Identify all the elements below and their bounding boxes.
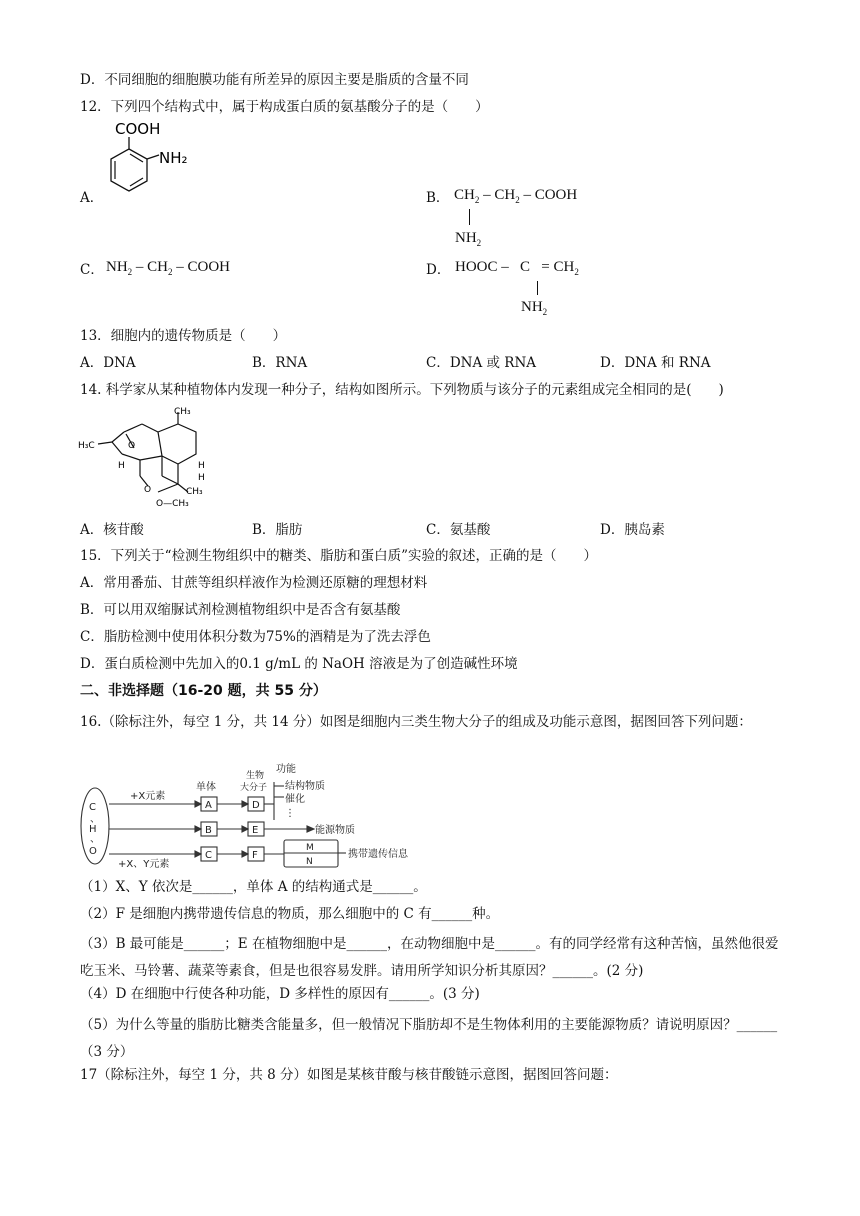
q12-structure-a	[95, 115, 205, 205]
q15-option-b: B．可以用双缩脲试剂检测植物组织中是否含有氨基酸	[80, 602, 401, 618]
q12-option-d-label: D．	[426, 262, 451, 278]
q16-col-macro-2: 大分子	[240, 783, 268, 793]
q12-option-b-formula: $CH_2 - CH_2$ – COOH	[454, 187, 578, 205]
q12-stem: 12．下列四个结构式中，属于构成蛋白质的氨基酸分子的是（ ）	[80, 99, 489, 115]
q16-stem: 16.（除标注外，每空 1 分，共 14 分）如图是细胞内三类生物大分子的组成及功能示意图，据图回答下列问题：	[80, 714, 752, 730]
q12-b-bond	[469, 209, 470, 225]
q14-option-d: D．胰岛素	[600, 522, 665, 538]
q16-sub5: （5）为什么等量的脂肪比糖类含能量多，但一般情况下脂肪却不是生物体利用的主要能源物质？请说明原因？______（3 分）	[80, 1017, 778, 1060]
q16-m: M	[306, 843, 314, 853]
q16-plus-x: +X元素	[130, 791, 166, 802]
q14-o-ring: O	[144, 485, 152, 495]
q11-option-d: D．不同细胞的细胞膜功能有所差异的原因主要是脂质的含量不同	[80, 72, 469, 88]
q16-col-macro-1: 生物	[246, 771, 265, 781]
q16-sub3: （3）B 最可能是______；E 在植物细胞中是______，在动物细胞中是______。有的同学经常有这种苦恼，虽然他很爱吃玉米、马铃薯、蔬菜等素食，但是也很容易发胖。请用所学知识分析其原因？______。(2 分)	[80, 936, 779, 979]
q16-func-genetic: 携带遗传信息	[348, 849, 408, 860]
q15-option-c: C．脂肪检测中使用体积分数为75%的酒精是为了洗去浮色	[80, 629, 431, 645]
q16-box-b: B	[205, 825, 212, 836]
q15-option-d: D．蛋白质检测中先加入的0.1 g/mL 的 NaOH 溶液是为了创造碱性环境	[80, 656, 518, 672]
q12-a-cooh: COOH	[115, 120, 161, 138]
q16-sub2: （2）F 是细胞内携带遗传信息的物质，那么细胞中的 C 有______种。	[80, 906, 500, 922]
q16-element-o: O	[89, 846, 97, 857]
q12-option-c-label: C．	[80, 262, 104, 278]
q13-option-b: B．RNA	[252, 355, 308, 371]
q16-func-catalysis: 催化	[285, 794, 305, 805]
q14-option-a: A．核苷酸	[80, 522, 144, 538]
q17-stem: 17（除标注外，每空 1 分，共 8 分）如图是某核苷酸与核苷酸链示意图，据图回答问题：	[80, 1067, 618, 1083]
q14-h-a: H	[118, 461, 125, 471]
q12-a-nh2: NH₂	[159, 149, 188, 167]
q13-option-d: D．DNA 和 RNA	[600, 355, 711, 371]
q12-option-a-label: A．	[80, 190, 104, 206]
q14-ch3-top: CH₃	[174, 407, 191, 417]
q16-col-function: 功能	[276, 764, 296, 775]
q16-sub1: （1）X、Y 依次是______，单体 A 的结构通式是______。	[80, 879, 427, 895]
q14-h-b: H	[198, 461, 205, 471]
q14-h3c: H₃C	[78, 441, 95, 451]
q14-option-b: B．脂肪	[252, 522, 303, 538]
q16-element-h: H	[89, 824, 97, 835]
q14-molecule-structure	[78, 402, 228, 512]
q14-ome: O—CH₃	[156, 499, 189, 509]
section-title: 二、非选择题（16-20 题，共 55 分）	[80, 683, 327, 699]
q12-d-nh2: $NH_2$	[521, 299, 548, 317]
q13-option-a: A．DNA	[80, 355, 136, 371]
q13-option-c: C．DNA 或 RNA	[426, 355, 537, 371]
q16-func-dots: ⋮	[285, 808, 295, 819]
q14-ch3-right: CH₃	[186, 487, 203, 497]
q12-option-d-formula: HOOC – $C = CH_2$	[455, 259, 579, 277]
q16-col-monomer: 单体	[196, 782, 216, 793]
q16-func-energy: 能源物质	[315, 825, 355, 836]
q16-box-a: A	[205, 800, 212, 811]
q16-box-e: E	[252, 825, 259, 836]
q16-box-f: F	[252, 850, 258, 861]
q14-o-peroxide: O	[128, 441, 136, 451]
q16-box-c: C	[205, 850, 212, 861]
q16-func-structure: 结构物质	[285, 781, 325, 792]
q12-option-b-label: B．	[426, 190, 450, 206]
svg-text:、: 、	[90, 834, 100, 845]
q16-plus-xy: +X、Y元素	[118, 859, 170, 870]
q16-diagram	[78, 762, 458, 872]
q12-d-bond	[537, 281, 538, 295]
q14-h-c: H	[198, 473, 205, 483]
q14-stem: 14. 科学家从某种植物体内发现一种分子，结构如图所示。下列物质与该分子的元素组成完全相同的是( )	[80, 382, 724, 398]
q16-sub4: （4）D 在细胞中行使各种功能，D 多样性的原因有______。(3 分)	[80, 986, 480, 1002]
q16-n: N	[306, 857, 313, 867]
q14-option-c: C．氨基酸	[426, 522, 491, 538]
q16-box-d: D	[252, 800, 260, 811]
svg-text:、: 、	[90, 814, 100, 825]
q13-stem: 13．细胞内的遗传物质是（ ）	[80, 328, 287, 344]
q12-b-nh2: $NH_2$	[455, 230, 482, 248]
q15-stem: 15．下列关于“检测生物组织中的糖类、脂肪和蛋白质”实验的叙述，正确的是（ ）	[80, 548, 597, 564]
q16-element-c: C	[89, 802, 96, 813]
q15-option-a: A．常用番茄、甘蔗等组织样液作为检测还原糖的理想材料	[80, 575, 428, 591]
q12-option-c-formula: $NH_2 - CH_2$ – COOH	[106, 259, 231, 277]
